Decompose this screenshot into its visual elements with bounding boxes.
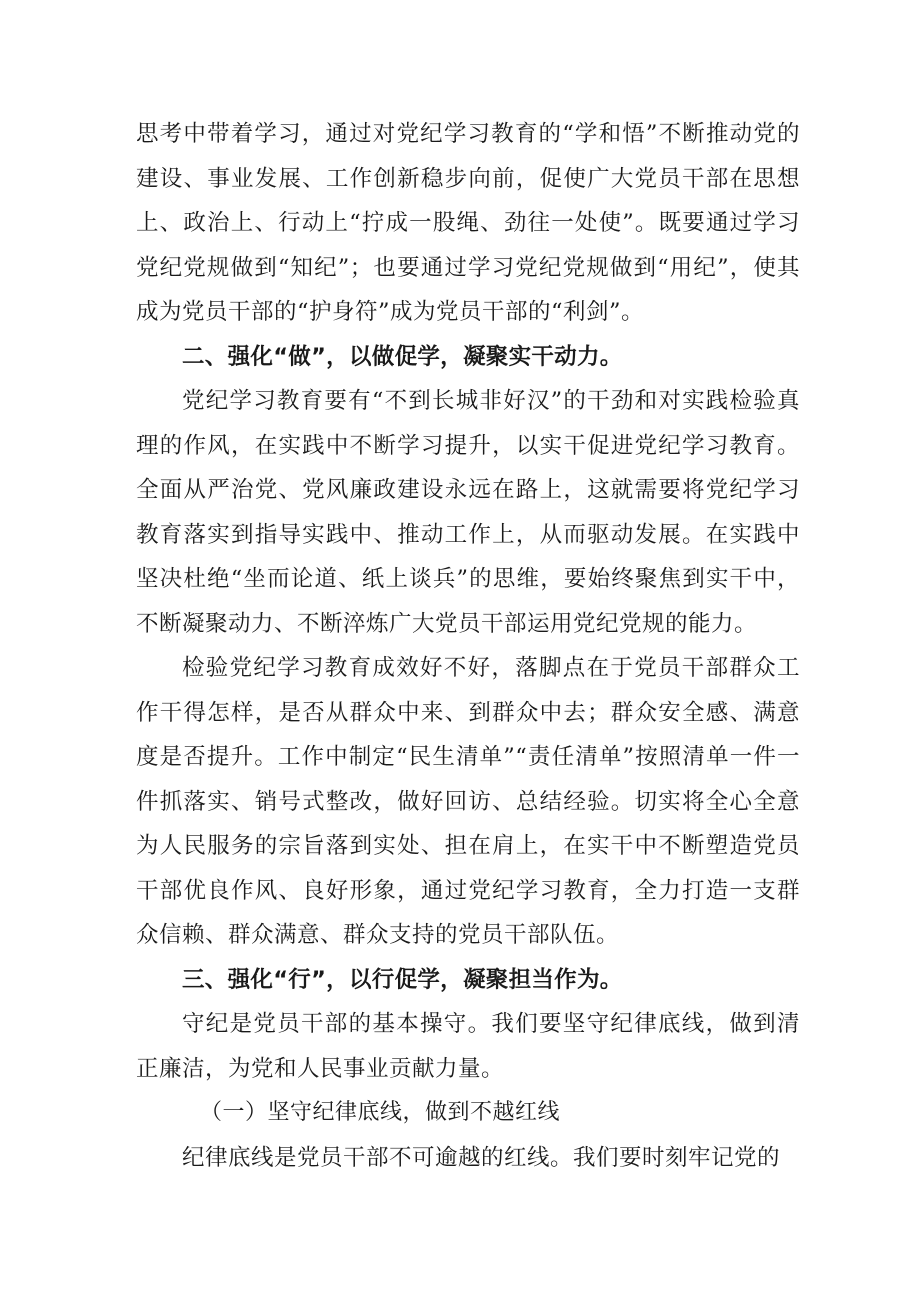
subsection-heading-1: （一）坚守纪律底线，做到不越红线 (200, 1100, 561, 1125)
section-heading-2: 二、强化“做”，以做促学，凝聚实干动力。 (182, 343, 623, 370)
paragraph-practice: 党纪学习教育要有“不到长城非好汉”的干劲和对实践检验真理的作风，在实践中不断学习提升，以实干促进党纪学习教育。全面从严治党、党风廉政建设永远在路上，这就需要将党纪学习教育落实到指导实践中、推动工作上，从而驱动发展。在实践中坚决杜绝“坐而论道、纸上谈兵”的思维，要始终聚焦到实干中，不断凝聚动力、不断淬炼广大党员干部运用党纪党规的能力。 (136, 388, 800, 637)
section-heading-3: 三、强化“行”，以行促学，凝聚担当作为。 (182, 966, 623, 993)
paragraph-continuation: 思考中带着学习，通过对党纪学习教育的“学和悟”不断推动党的建设、事业发展、工作创新稳步向前，促使广大党员干部在思想上、政治上、行动上“拧成一股绳、劲往一处使”。既要通过学习党纪党规做到“知纪”；也要通过学习党纪党规做到“用纪”，使其成为党员干部的“护身符”成为党员干部的“利剑”。 (136, 121, 800, 325)
document-body (136, 112, 800, 1180)
paragraph-discipline: 守纪是党员干部的基本操守。我们要坚守纪律底线，做到清正廉洁，为党和人民事业贡献力量。 (136, 1011, 800, 1082)
paragraph-evaluation: 检验党纪学习教育成效好不好，落脚点在于党员干部群众工作干得怎样，是否从群众中来、到群众中去；群众安全感、满意度是否提升。工作中制定“民生清单”“责任清单”按照清单一件一件抓落实、销号式整改，做好回访、总结经验。切实将全心全意为人民服务的宗旨落到实处、担在肩上，在实干中不断塑造党员干部优良作风、良好形象，通过党纪学习教育，全力打造一支群众信赖、群众满意、群众支持的党员干部队伍。 (136, 655, 800, 948)
paragraph-bottom-line: 纪律底线是党员干部不可逾越的红线。我们要时刻牢记党的 (182, 1144, 781, 1171)
